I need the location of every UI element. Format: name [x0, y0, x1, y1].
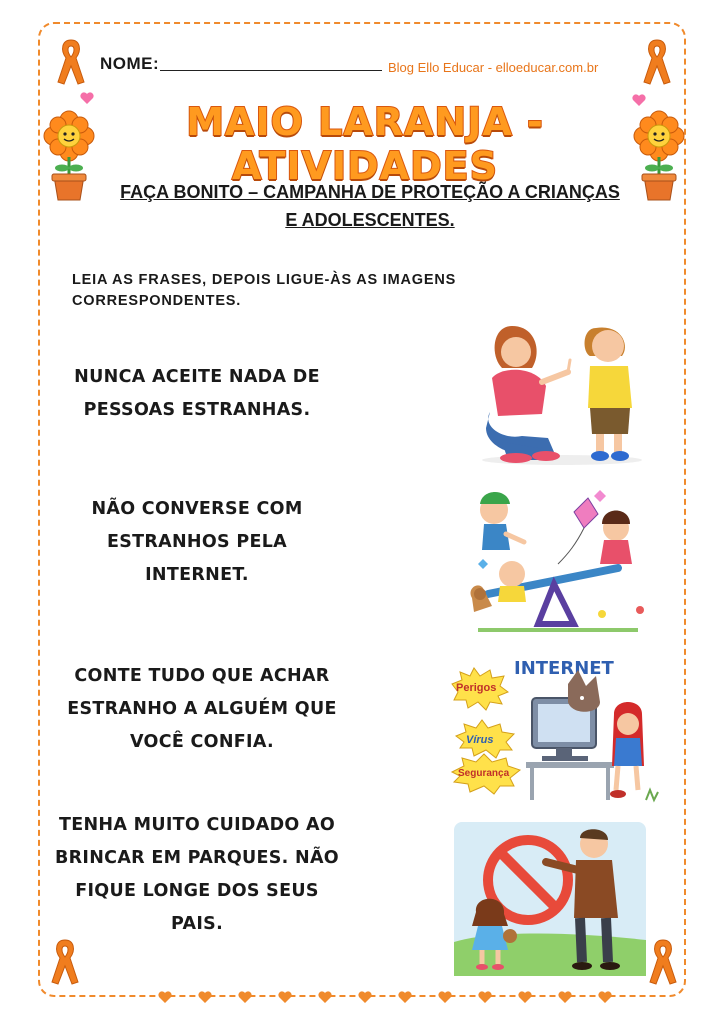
sentence-line: NUNCA ACEITE NADA DE [74, 367, 320, 387]
sentence-line: NÃO CONVERSE COM [91, 499, 303, 519]
orange-ribbon-icon [54, 36, 88, 88]
internet-title: INTERNET [514, 658, 614, 679]
sentence-line: BRINCAR EM PARQUES. NÃO [55, 848, 339, 868]
instruction-line: CORRESPONDENTES. [72, 293, 242, 309]
badge-seguranca: Segurança [458, 768, 510, 779]
badge-perigos: Perigos [456, 682, 497, 694]
badge-virus: Vírus [466, 734, 494, 746]
name-label: NOME: [100, 54, 160, 73]
sentence-line: TENHA MUITO CUIDADO AO [58, 815, 335, 835]
sentence-line: PAIS. [170, 914, 224, 934]
sentence-line: CONTE TUDO QUE ACHAR [74, 666, 330, 686]
instruction-text [72, 270, 512, 312]
page-title: MAIO LARANJA - ATIVIDADES [186, 100, 544, 188]
sentence-3 [57, 660, 347, 759]
internet-danger-illustration [446, 654, 666, 808]
subtitle-line: E ADOLESCENTES. [285, 210, 455, 230]
subtitle-line: FAÇA BONITO – CAMPANHA DE PROTEÇÃO A CRIANÇAS [120, 182, 620, 202]
sentence-2 [52, 493, 342, 592]
orange-ribbon-icon [48, 936, 82, 988]
sentence-line: VOCÊ CONFIA. [130, 732, 274, 752]
sentence-4 [52, 809, 342, 941]
blog-credit: Blog Ello Educar - elloeducar.com.br [388, 60, 599, 75]
name-field[interactable] [160, 70, 382, 71]
orange-ribbon-icon [646, 936, 680, 988]
flower-pot-icon [42, 110, 96, 202]
sentence-line: PESSOAS ESTRANHAS. [83, 400, 311, 420]
sentence-line: INTERNET. [145, 565, 249, 585]
instruction-line: LEIA AS FRASES, DEPOIS LIGUE-ÀS AS IMAGENS [72, 272, 457, 288]
orange-ribbon-icon [640, 36, 674, 88]
woman-and-boy-illustration [472, 316, 652, 466]
page-subtitle [90, 178, 650, 234]
heart-icon [80, 92, 94, 105]
sentence-line: ESTRANHO A ALGUÉM QUE [67, 699, 337, 719]
computer-and-wolf-icon [446, 654, 666, 808]
sentence-line: ESTRANHOS PELA [106, 532, 288, 552]
heart-icon [632, 94, 646, 107]
sentence-line: FIQUE LONGE DOS SEUS [75, 881, 319, 901]
hearts-border [0, 990, 724, 1006]
children-playground-illustration [458, 484, 654, 640]
sentence-1 [52, 361, 342, 427]
stranger-park-illustration [454, 822, 646, 976]
